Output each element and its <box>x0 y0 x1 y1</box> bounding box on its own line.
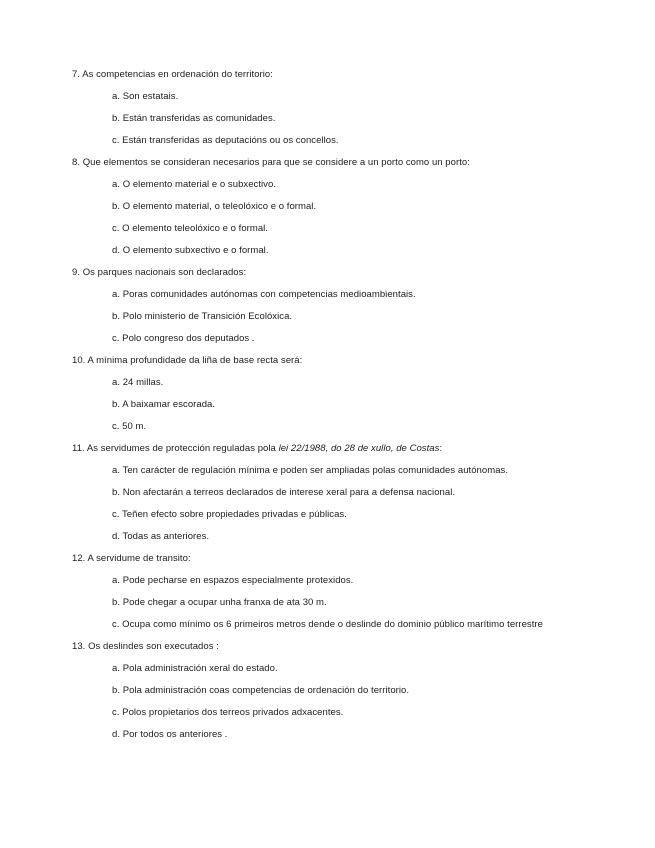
question-title: Os deslindes son executados : <box>88 641 219 652</box>
question-9-option-b: b. Polo ministerio de Transición Ecolóxica. <box>112 311 293 322</box>
question-title-prefix: As servidumes de protección reguladas pola <box>86 443 279 454</box>
question-9-option-a: a. Poras comunidades autónomas con competencias medioambientais. <box>112 289 416 300</box>
question-9-text <box>72 268 637 278</box>
question-title-suffix: : <box>439 443 443 454</box>
question-13-option-c: c. Polos propietarios dos terreos privados adxacentes. <box>112 707 344 718</box>
question-block-10 <box>72 356 637 432</box>
question-11-option-b: b. Non afectarán a terreos declarados de interese xeral para a defensa nacional. <box>112 487 456 498</box>
question-10-option-a: a. 24 millas. <box>112 377 164 388</box>
question-7-text <box>72 70 637 80</box>
question-10-option-c: c. 50 m. <box>112 421 147 432</box>
question-number: 11. <box>72 443 85 454</box>
question-13-option-d: d. Por todos os anteriores . <box>112 729 228 740</box>
question-number: 8. <box>72 157 81 168</box>
question-12-text <box>72 554 637 564</box>
question-number: 13. <box>72 641 86 652</box>
question-7-option-a: a. Son estatais. <box>112 91 179 102</box>
question-10-text <box>72 356 637 366</box>
question-13-option-b: b. Pola administración coas competencias de ordenación do territorio. <box>112 685 410 696</box>
question-number: 7. <box>72 69 81 80</box>
quiz-content <box>72 70 637 752</box>
question-13-option-a: a. Pola administración xeral do estado. <box>112 663 278 674</box>
question-title: As competencias en ordenación do territorio: <box>82 69 273 80</box>
question-8-option-b: b. O elemento material, o teleolóxico e o formal. <box>112 201 317 212</box>
question-block-12 <box>72 554 637 630</box>
question-title: A servidume de transito: <box>87 553 191 564</box>
question-9-option-c: c. Polo congreso dos deputados . <box>112 333 255 344</box>
question-7-option-b: b. Están transferidas as comunidades. <box>112 113 276 124</box>
question-7-option-c: c. Están transferidas as deputacións ou os concellos. <box>112 135 339 146</box>
question-block-9 <box>72 268 637 344</box>
question-block-11 <box>72 444 637 542</box>
question-number: 12. <box>72 553 86 564</box>
question-8-option-d: d. O elemento subxectivo e o formal. <box>112 245 269 256</box>
law-reference-italic: lei 22/1988, do 28 de xullo, de Costas <box>278 443 440 454</box>
question-12-option-b: b. Pode chegar a ocupar unha franxa de ata 30 m. <box>112 597 327 608</box>
question-11-option-d: d. Todas as anteriores. <box>112 531 210 542</box>
question-11-option-a: a. Ten carácter de regulación mínima e poden ser ampliadas polas comunidades autónomas. <box>112 465 509 476</box>
question-title: Que elementos se consideran necesarios para que se considere a un porto como un porto: <box>82 157 470 168</box>
question-11-option-c: c. Teñen efecto sobre propiedades privadas e públicas. <box>112 509 347 520</box>
question-block-8 <box>72 158 637 256</box>
question-title: A mínima profundidade da liña de base recta será: <box>87 355 303 366</box>
question-number: 9. <box>72 267 81 278</box>
question-8-option-c: c. O elemento teleolóxico e o formal. <box>112 223 269 234</box>
question-block-13 <box>72 642 637 740</box>
question-8-option-a: a. O elemento material e o subxectivo. <box>112 179 277 190</box>
question-title: Os parques nacionais son declarados: <box>82 267 247 278</box>
question-8-text <box>72 158 637 168</box>
question-block-7 <box>72 70 637 146</box>
question-12-option-c: c. Ocupa como mínimo os 6 primeiros metros dende o deslinde do dominio público marítimo terrestre <box>112 619 543 630</box>
question-number: 10. <box>72 355 86 366</box>
question-12-option-a: a. Pode pecharse en espazos especialmente protexidos. <box>112 575 354 586</box>
question-13-text <box>72 642 637 652</box>
question-10-option-b: b. A baixamar escorada. <box>112 399 216 410</box>
question-11-text <box>72 444 637 454</box>
